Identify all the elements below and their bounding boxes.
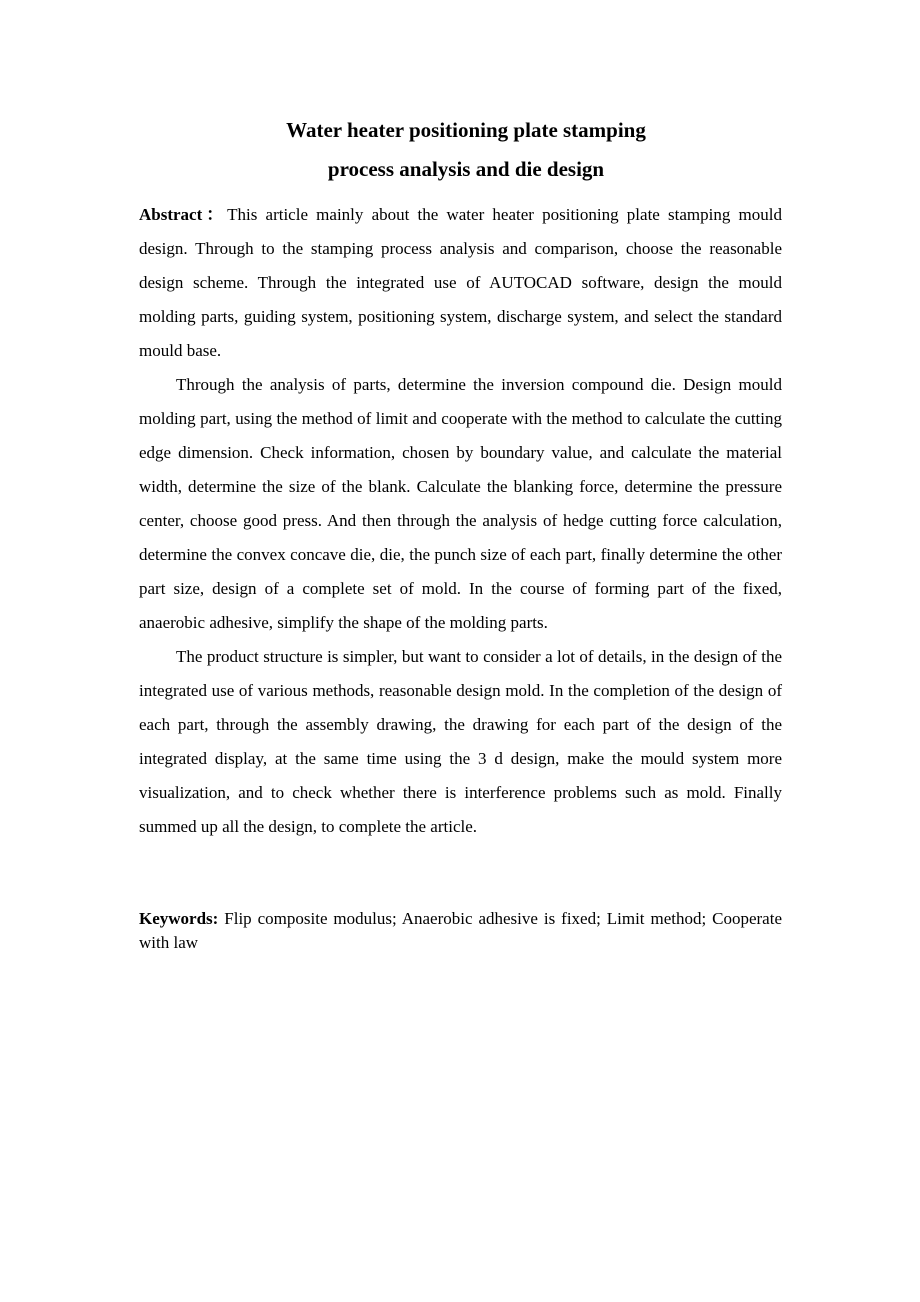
- keywords-section: [139, 907, 782, 955]
- abstract-paragraph-3: The product structure is simpler, but want to consider a lot of details, in the design of the integrated use of various methods, reasonable design mold. In the completion of the design of each part, through the assembly drawing, the drawing for each part of the design of the integrated display, at the same time using the 3 d design, make the mould system more visualization, and to check whether there is interference problems such as mold. Finally summed up all the design, to complete the article.: [139, 647, 782, 836]
- document-title-line-2: process analysis and die design: [327, 157, 605, 181]
- abstract-label: Abstract：: [139, 205, 228, 224]
- keywords-text: Flip composite modulus; Anaerobic adhesive is fixed; Limit method; Cooperate with law: [139, 909, 782, 952]
- keywords-label: Keywords:: [139, 909, 219, 928]
- abstract-paragraph-1: [139, 198, 782, 368]
- abstract-paragraph-2: Through the analysis of parts, determine the inversion compound die. Design mould molding part, using the method of limit and cooperate with the method to calculate the cutting edge dimension. Check information, chosen by boundary value, and calculate the material width, determine the size of the blank. Calculate the blanking force, determine the pressure center, choose good press. And then through the analysis of hedge cutting force calculation, determine the convex concave die, die, the punch size of each part, finally determine the other part size, design of a complete set of mold. In the course of forming part of the fixed, anaerobic adhesive, simplify the shape of the molding parts.: [139, 375, 782, 632]
- abstract-paragraph-1-text: This article mainly about the water heater positioning plate stamping mould design. Through to the stamping process analysis and comparison, choose the reasonable design scheme. Through the integrated use of AUTOCAD software, design the mould molding parts, guiding system, positioning system, discharge system, and select the standard mould base.: [139, 205, 782, 360]
- document-title-line-1: Water heater positioning plate stamping: [286, 118, 646, 142]
- abstract-section: [139, 198, 782, 844]
